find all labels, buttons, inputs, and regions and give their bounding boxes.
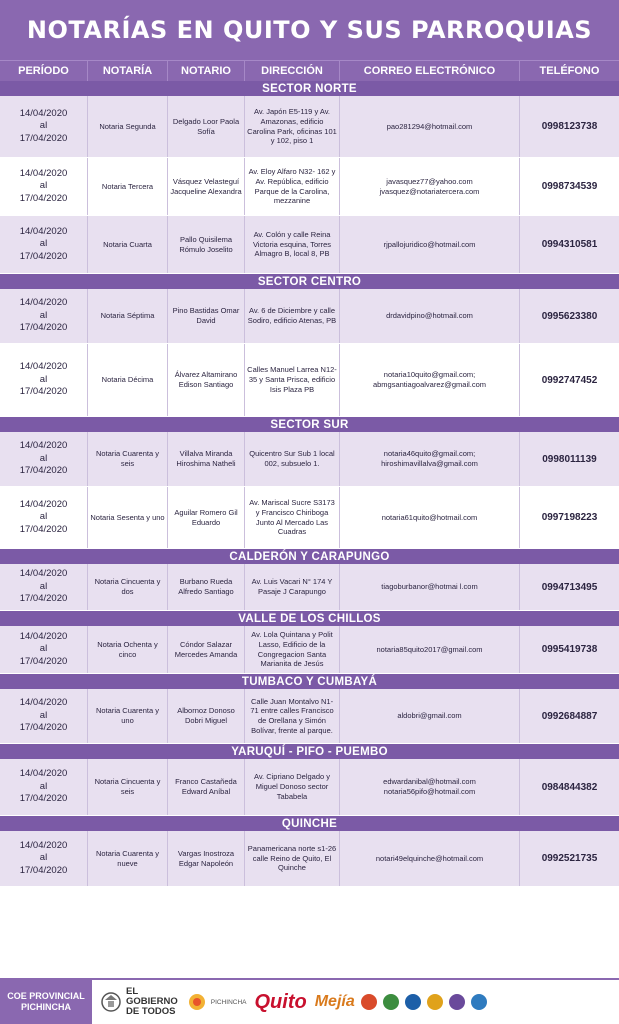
phone-cell[interactable]: 0992684887 <box>541 710 598 722</box>
phone-cell[interactable]: 0994713495 <box>541 581 598 593</box>
notaria-cell: Notaria Sesenta y uno <box>88 487 168 548</box>
period-sep: al <box>39 120 48 132</box>
pedro-vicente-logo-icon <box>427 994 443 1010</box>
phone-cell[interactable]: 0995623380 <box>541 310 598 322</box>
email-cell[interactable]: notaria46quito@gmail.com; hiroshimavillalva@gmail.com <box>340 432 520 486</box>
email-cell[interactable]: rjpallojuridico@hotmail.com <box>340 216 520 273</box>
period-start: 14/04/2020 <box>19 297 68 309</box>
email-cell[interactable]: notaria61quito@hotmail.com <box>340 487 520 548</box>
sector-header: TUMBACO Y CUMBAYÁ <box>0 674 619 689</box>
direccion-cell: Av. Cipriano Delgado y Miguel Donoso sector Tababela <box>245 759 340 815</box>
period-cell <box>0 432 88 486</box>
notaria-cell: Notaria Cincuenta y seis <box>88 759 168 815</box>
table-row <box>0 344 619 417</box>
sun-icon <box>186 991 208 1013</box>
table-row <box>0 96 619 158</box>
table-row <box>0 759 619 816</box>
notario-cell: Delgado Loor Paola Sofía <box>168 96 245 157</box>
period-end: 17/04/2020 <box>19 593 68 605</box>
header-periodo: PERÍODO <box>0 61 88 81</box>
gob-line3: DE TODOS <box>126 1005 176 1017</box>
notario-cell: Pallo Quisilema Rómulo Joselito <box>168 216 245 273</box>
ecuador-shield-icon <box>100 991 122 1013</box>
period-cell <box>0 96 88 157</box>
coe-line2: PICHINCHA <box>20 1002 71 1012</box>
period-start: 14/04/2020 <box>19 107 68 119</box>
notario-cell: Burbano Rueda Alfredo Santiago <box>168 564 245 610</box>
sector-header: VALLE DE LOS CHILLOS <box>0 611 619 626</box>
direccion-cell: Av. Luis Vacari N° 174 Y Pasaje J Carapungo <box>245 564 340 610</box>
sector-header: QUINCHE <box>0 816 619 831</box>
pichincha-logo <box>186 991 247 1013</box>
period-sep: al <box>39 309 48 321</box>
period-end: 17/04/2020 <box>19 132 68 144</box>
period-cell <box>0 831 88 886</box>
period-cell <box>0 689 88 743</box>
period-start: 14/04/2020 <box>19 630 68 642</box>
table-row <box>0 158 619 216</box>
phone-cell[interactable]: 0994310581 <box>541 239 598 250</box>
period-cell <box>0 487 88 548</box>
period-start: 14/04/2020 <box>19 498 68 510</box>
notaria-cell: Notaria Segunda <box>88 96 168 157</box>
gob-line1: EL <box>126 986 139 998</box>
header-correo: CORREO ELECTRÓNICO <box>340 61 520 81</box>
period-end: 17/04/2020 <box>19 250 68 262</box>
direccion-cell: Panamericana norte s1-26 calle Reino de Quito, El Quinche <box>245 831 340 886</box>
table-row <box>0 432 619 487</box>
direccion-cell: Av. Colón y calle Reina Victoria esquina, Torres Almagro B, local 8, PB <box>245 216 340 273</box>
header-telefono: TELÉFONO <box>539 65 600 77</box>
phone-cell[interactable]: 0998123738 <box>541 121 598 132</box>
sector-header: YARUQUÍ - PIFO - PUEMBO <box>0 744 619 759</box>
period-sep: al <box>39 852 48 864</box>
table-row <box>0 564 619 611</box>
coe-badge <box>0 980 92 1024</box>
header-direccion: DIRECCIÓN <box>245 61 340 81</box>
notario-cell: Vargas Inostroza Edgar Napoleón <box>168 831 245 886</box>
period-start: 14/04/2020 <box>19 361 68 373</box>
header-notario: NOTARIO <box>168 61 245 81</box>
phone-cell[interactable]: 0998734539 <box>541 181 598 192</box>
table-header <box>0 60 619 81</box>
period-cell <box>0 626 88 673</box>
gobierno-logo <box>100 987 178 1017</box>
email-cell[interactable]: tiagoburbanor@hotmai l.com <box>340 564 520 610</box>
phone-cell[interactable]: 0992521735 <box>541 853 598 864</box>
direccion-cell: Av. Lola Quintana y Polit Lasso, Edificio de la Congregacion Santa Marianita de Jesús <box>245 626 340 673</box>
notaria-cell: Notaria Tercera <box>88 158 168 215</box>
notaria-cell: Notaria Ochenta y cinco <box>88 626 168 673</box>
footer <box>0 978 619 1024</box>
mejia-logo: Mejía <box>314 993 355 1010</box>
page-title: NOTARÍAS EN QUITO Y SUS PARROQUIAS <box>26 16 593 44</box>
email-cell[interactable]: pao281294@hotmail.com <box>340 96 520 157</box>
notario-cell: Cóndor Salazar Mercedes Amanda <box>168 626 245 673</box>
coe-line1: COE PROVINCIAL <box>7 990 85 1001</box>
direccion-cell: Calle Juan Montalvo N1- 71 entre calles Francisco de Orellana y Simón Bolívar, frente al parque. <box>245 689 340 743</box>
notaria-cell: Notaria Cuarenta y uno <box>88 689 168 743</box>
ruminahui-logo-icon <box>471 994 487 1010</box>
period-end: 17/04/2020 <box>19 192 68 204</box>
email-cell[interactable]: drdavidpino@hotmail.com <box>340 289 520 343</box>
direccion-cell: Calles Manuel Larrea N12- 35 y Santa Prisca, edificio Isis Plaza PB <box>245 344 340 416</box>
gob-line2: GOBIERNO <box>126 996 178 1008</box>
period-start: 14/04/2020 <box>19 440 68 452</box>
phone-cell[interactable]: 0997198223 <box>541 512 598 523</box>
notaria-cell: Notaria Cuarenta y nueve <box>88 831 168 886</box>
period-end: 17/04/2020 <box>19 523 68 535</box>
phone-cell[interactable]: 0992747452 <box>541 374 598 386</box>
email-cell[interactable]: notari49elquinche@hotmail.com <box>340 831 520 886</box>
table-row <box>0 216 619 274</box>
notario-cell: Pino Bastidas Omar David <box>168 289 245 343</box>
period-start: 14/04/2020 <box>19 768 68 780</box>
period-end: 17/04/2020 <box>19 465 68 477</box>
header-notaria: NOTARÍA <box>88 61 168 81</box>
period-start: 14/04/2020 <box>19 225 68 237</box>
period-end: 17/04/2020 <box>19 722 68 734</box>
period-sep: al <box>39 373 48 385</box>
direccion-cell: Av. Japón E5-119 y Av. Amazonas, edificio Carolina Park, oficinas 101 y 102, piso 1 <box>245 96 340 157</box>
notaria-cell: Notaria Décima <box>88 344 168 416</box>
period-sep: al <box>39 238 48 250</box>
period-sep: al <box>39 780 48 792</box>
table-row <box>0 689 619 744</box>
period-end: 17/04/2020 <box>19 322 68 334</box>
period-end: 17/04/2020 <box>19 386 68 398</box>
puerto-quito-logo-icon <box>405 994 421 1010</box>
email-cell[interactable]: javasquez77@yahoo.com jvasquez@notariatercera.com <box>340 158 520 215</box>
notaria-cell: Notaria Cuarenta y seis <box>88 432 168 486</box>
period-sep: al <box>39 452 48 464</box>
period-sep: al <box>39 511 48 523</box>
period-cell <box>0 289 88 343</box>
notario-cell: Albornoz Donoso Dobri Miguel <box>168 689 245 743</box>
sector-header: SECTOR NORTE <box>0 81 619 96</box>
period-end: 17/04/2020 <box>19 655 68 667</box>
table-row <box>0 289 619 344</box>
period-sep: al <box>39 180 48 192</box>
period-start: 14/04/2020 <box>19 167 68 179</box>
period-cell <box>0 759 88 815</box>
phone-cell[interactable]: 0995419738 <box>541 644 598 655</box>
table-row <box>0 626 619 674</box>
title-bar <box>0 0 619 60</box>
period-sep: al <box>39 643 48 655</box>
sector-header: CALDERÓN Y CARAPUNGO <box>0 549 619 564</box>
notario-cell: Franco Castañeda Edward Aníbal <box>168 759 245 815</box>
notario-cell: Villalva Miranda Hiroshima Natheli <box>168 432 245 486</box>
sector-header: SECTOR CENTRO <box>0 274 619 289</box>
notaria-cell: Notaria Cincuenta y dos <box>88 564 168 610</box>
quito-logo: Quito <box>254 990 307 1013</box>
table-row <box>0 831 619 887</box>
notaria-cell: Notaria Séptima <box>88 289 168 343</box>
notario-cell: Álvarez Altamirano Edison Santiago <box>168 344 245 416</box>
notario-cell: Vásquez Velasteguí Jacqueline Alexandra <box>168 158 245 215</box>
period-sep: al <box>39 580 48 592</box>
municipio-logo-icon <box>361 994 377 1010</box>
period-cell <box>0 216 88 273</box>
period-end: 17/04/2020 <box>19 864 68 876</box>
period-end: 17/04/2020 <box>19 793 68 805</box>
cayambe-logo-icon <box>449 994 465 1010</box>
direccion-cell: Av. Eloy Alfaro N32- 162 y Av. República, edificio Parque de la Carolina, mezzanine <box>245 158 340 215</box>
phone-cell[interactable]: 0984844382 <box>541 781 598 793</box>
period-cell <box>0 158 88 215</box>
period-start: 14/04/2020 <box>19 839 68 851</box>
email-cell[interactable]: notaria10quito@gmail.com; abmgsantiagoalvarez@gmail.com <box>340 344 520 416</box>
period-cell <box>0 344 88 416</box>
direccion-cell: Av. Mariscal Sucre S3173 y Francisco Chiriboga Junto Al Mercado Las Cuadras <box>245 487 340 548</box>
table-row <box>0 487 619 549</box>
period-cell <box>0 564 88 610</box>
direccion-cell: Av. 6 de Diciembre y calle Sodiro, edificio Atenas, PB <box>245 289 340 343</box>
pichincha-text: PICHINCHA <box>210 998 247 1006</box>
notary-table <box>0 81 619 887</box>
notario-cell: Aguilar Romero Gil Eduardo <box>168 487 245 548</box>
period-start: 14/04/2020 <box>19 568 68 580</box>
gadpr-logo-icon <box>383 994 399 1010</box>
period-sep: al <box>39 709 48 721</box>
phone-cell[interactable]: 0998011139 <box>542 453 597 465</box>
email-cell[interactable]: edwardanibal@hotmail.com notaria56pifo@hotmail.com <box>340 759 520 815</box>
period-start: 14/04/2020 <box>19 697 68 709</box>
direccion-cell: Quicentro Sur Sub 1 local 002, subsuelo 1. <box>245 432 340 486</box>
notaria-cell: Notaria Cuarta <box>88 216 168 273</box>
email-cell[interactable]: aldobri@gmail.com <box>340 689 520 743</box>
email-cell[interactable]: notaria85quito2017@gmail.com <box>340 626 520 673</box>
sector-header: SECTOR SUR <box>0 417 619 432</box>
